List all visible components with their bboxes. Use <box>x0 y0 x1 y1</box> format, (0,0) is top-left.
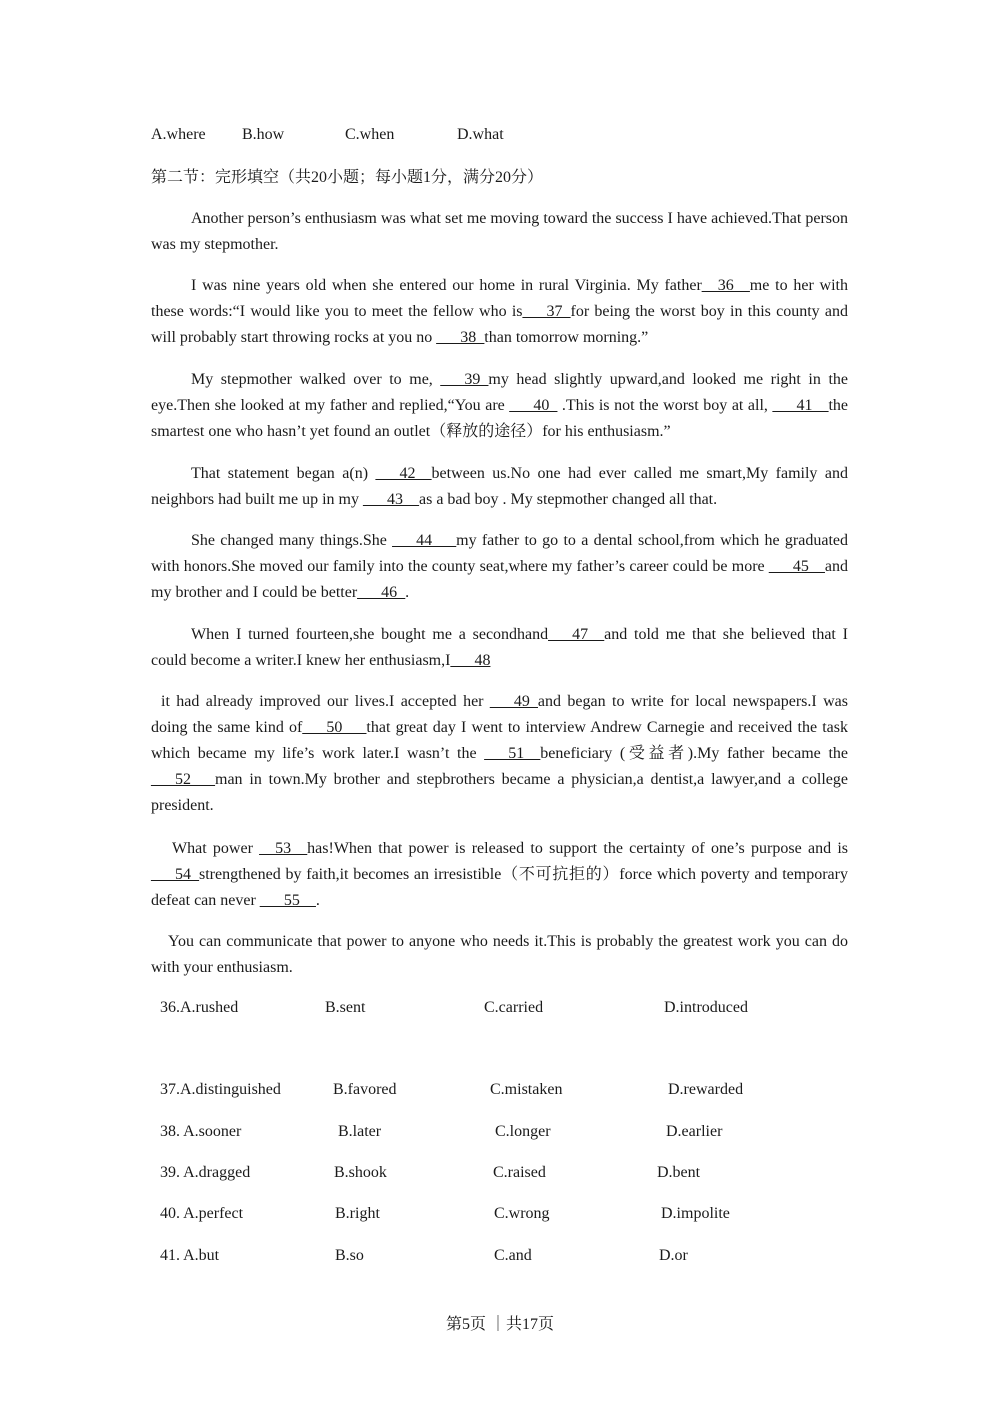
blank-52[interactable]: ___52___ <box>151 771 215 788</box>
blank-43[interactable]: ___43__ <box>362 491 419 508</box>
paragraph-1: Another person’s enthusiasm was what set me moving toward the success I have achieved.That person was my stepmother. <box>151 210 848 253</box>
blank-41[interactable]: ___41__ <box>772 397 829 414</box>
blank-49[interactable]: ___49_ <box>489 693 538 710</box>
option-c: C.when <box>345 126 395 143</box>
blank-48[interactable]: ___48 <box>450 652 491 669</box>
blank-37[interactable]: ___37_ <box>522 303 571 320</box>
paragraph-6: When I turned fourteen,she bought me a secondhand___47__and told me that she believed that I could become a writer.I knew her enthusiasm,I___48 <box>151 626 848 669</box>
blank-50[interactable]: ___50___ <box>302 719 367 736</box>
option-b: B.how <box>242 126 285 143</box>
page-footer: 第5页 ｜共17页 <box>445 1316 554 1333</box>
option-d: D.what <box>457 126 504 143</box>
option-a: A.where <box>151 126 206 143</box>
blank-42[interactable]: ___42__ <box>375 465 432 482</box>
blank-36[interactable]: __36__ <box>701 277 750 294</box>
blank-38[interactable]: ___38_ <box>436 329 485 346</box>
blank-45[interactable]: ___45__ <box>768 558 825 575</box>
paragraph-7: it had already improved our lives.I accepted her ___49_and began to write for local newspapers.I was doing the same kind of___50___that great day I went to interview Andrew Carnegie and received the task which became my life’s work later.I wasn’t the ___51__beneficiary (受益者).My father became the ___52___man in town.My brother and stepbrothers became a physician,a dentist,a lawyer,and a college president. <box>151 693 849 814</box>
blank-55[interactable]: ___55__ <box>259 892 316 909</box>
blank-40[interactable]: ___40_ <box>509 397 558 414</box>
blank-46[interactable]: ___46_ <box>357 584 406 601</box>
blank-44[interactable]: ___44___ <box>392 532 457 549</box>
blank-51[interactable]: ___51__ <box>484 745 541 762</box>
blank-54[interactable]: ___54_ <box>151 866 199 883</box>
paragraph-3: My stepmother walked over to me, ___39_my head slightly upward,and looked me right in the eye.Then she looked at my father and replied,“You are ___40_ .This is not the worst boy at all, ___41__the smartest one who hasn’t yet found an outlet（释放的途径）for his enthusiasm.” <box>151 371 849 440</box>
blank-47[interactable]: ___47__ <box>548 626 605 643</box>
paragraph-5: She changed many things.She ___44___my father to go to a dental school,from which he graduated with honors.She moved our family into the county seat,where my father’s career could be more ___45__and my brother and I could be better___46_. <box>151 532 848 601</box>
paragraph-8: What power __53__has!When that power is released to support the certainty of one’s purpose and is ___54_strengthened by faith,it becomes an irresistible（不可抗拒的）force which poverty and temporary defeat can never ___55__. <box>151 840 849 909</box>
paragraph-9: You can communicate that power to anyone who needs it.This is probably the greatest work you can do with your enthusiasm. <box>151 933 848 976</box>
blank-39[interactable]: ___39_ <box>440 371 489 388</box>
paragraph-2: I was nine years old when she entered our home in rural Virginia. My father__36__me to her with these words:“I would like you to meet the fellow who is___37_for being the worst boy in this county and will probably start throwing rocks at you no ___38_than tomorrow morning.” <box>151 277 849 346</box>
blank-53[interactable]: __53__ <box>259 840 308 857</box>
section-heading: 第二节：完形填空（共20小题；每小题1分，满分20分） <box>151 169 544 186</box>
paragraph-4: That statement began a(n) ___42__between us.No one had ever called me smart,My family and neighbors had built me up in my ___43__as a bad boy . My stepmother changed all that. <box>151 465 849 508</box>
